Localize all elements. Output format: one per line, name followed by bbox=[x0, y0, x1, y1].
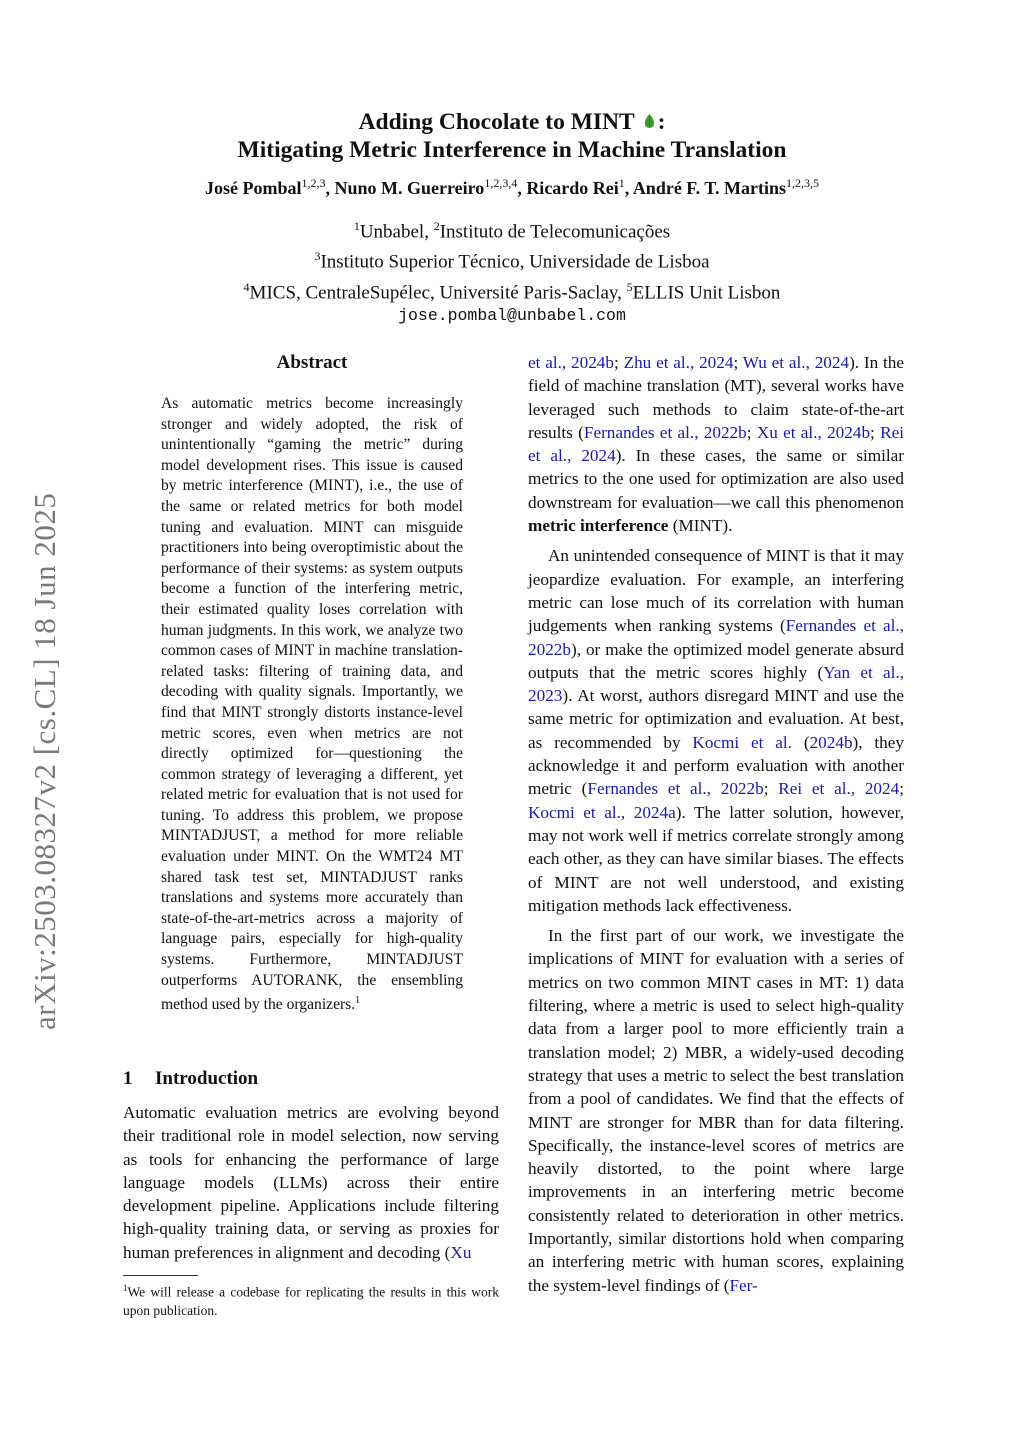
citation-link[interactable]: 2024b bbox=[809, 732, 853, 752]
author-name: Nuno M. Guerreiro bbox=[334, 178, 485, 198]
citation-link[interactable]: Zhu et al., 2024 bbox=[623, 353, 734, 372]
paper-title-line-1 bbox=[0, 108, 1024, 136]
abstract-section bbox=[161, 350, 463, 1016]
author-affil-mark: 1 bbox=[618, 176, 625, 190]
introduction-section bbox=[123, 1066, 499, 1264]
footnote-mark: 1 bbox=[355, 995, 361, 1007]
footnote: $^1$We will release a codebase for replicating the results in this work upon publication. bbox=[123, 1283, 499, 1318]
title-mint-smallcaps: INT bbox=[592, 109, 635, 135]
contact-email: jose.pombal@unbabel.com bbox=[398, 305, 626, 325]
paper-title-line-2: Mitigating Metric Interference in Machine Translation bbox=[237, 137, 787, 163]
author-name: André F. T. Martins bbox=[632, 178, 786, 198]
citation-link[interactable]: Yan et al., 2023 bbox=[528, 662, 904, 706]
author-name: Ricardo Rei bbox=[526, 178, 619, 198]
citation-link[interactable]: Rei et al., 2024 bbox=[778, 779, 900, 799]
author-affil-mark: 1,2,3,5 bbox=[786, 176, 819, 190]
author-affil-mark: 1,2,3,4 bbox=[484, 176, 518, 190]
citation-link[interactable]: Kocmi et al., 2024a bbox=[528, 802, 676, 822]
citation-link[interactable]: Fernandes et al., 2022b bbox=[528, 616, 904, 659]
citation-link[interactable]: Fernandes et al., 2022b bbox=[583, 422, 747, 442]
author-name: José Pombal bbox=[204, 178, 302, 198]
term-bold: metric interference bbox=[528, 516, 669, 536]
abstract-heading: Abstract bbox=[276, 352, 348, 373]
affiliations bbox=[0, 214, 1024, 327]
citation-link[interactable]: et al., 2024b bbox=[528, 353, 614, 372]
citation-link[interactable]: Rei et al., 2024 bbox=[528, 422, 904, 466]
introduction-paragraph: Automatic evaluation metrics are evolving beyond their traditional role in model selection, now serving as tools for enhancing the performance of large language models (LLMs) across their entire development pipeline. Applications include filtering high-quality training data, or serving as proxies for human preferences in alignment and decoding (Xu bbox=[123, 1103, 499, 1262]
citation-link[interactable]: Xu et al., 2024b bbox=[756, 422, 871, 442]
affiliation-line: $^4$MICS, CentraleSupélec, Université Paris-Saclay, $^5$ELLIS Unit Lisbon bbox=[243, 279, 781, 303]
affiliation-line: $^1$Unbabel, $^2$Instituto de Telecomunicações bbox=[353, 219, 671, 243]
title-colon: : bbox=[657, 109, 666, 135]
mint-leaf-icon bbox=[644, 114, 655, 130]
body-paragraph: An unintended consequence of MINT is that it may jeopardize evaluation. For example, an interfering metric can lose much of its correlation with human judgements when ranking systems (Fernandes et al., 2022b), or make the optimized model generate absurd outputs that the metric scores highly (Yan et al., 2023). At worst, authors disregard MINT and use the same metric for optimization and evaluation. At best, as recommended by Kocmi et al. (2024b), they acknowledge it and perform evaluation with another metric (Fernandes et al., 2022b; Rei et al., 2024; Kocmi et al., 2024a). The latter solution, however, may not work well if metrics correlate strongly among each other, as they can have similar biases. The effects of MINT are not well understood, and existing mitigation methods lack effectiveness. bbox=[528, 546, 904, 915]
section-heading: 1 Introduction bbox=[123, 1068, 259, 1089]
footnote-divider bbox=[123, 1275, 198, 1276]
citation-link[interactable]: Xu bbox=[450, 1242, 472, 1262]
right-column bbox=[528, 351, 904, 1297]
citation-link[interactable]: Wu et al., 2024 bbox=[742, 353, 850, 372]
title-prefix: Adding Chocolate to M bbox=[358, 109, 593, 135]
citation-link[interactable]: Kocmi et al. bbox=[692, 732, 792, 752]
body-paragraph: et al., 2024b; Zhu et al., 2024; Wu et al., 2024). In the field of machine translation (MT), several works have leveraged such methods to claim state-of-the-art results (Fernandes et al., 2022b; Xu et al., 2024b; Rei et al., 2024). In these cases, the same or similar metrics to the one used for optimization are also used downstream for evaluation—we call this phenomenon metric interference (MINT). bbox=[528, 353, 905, 536]
abstract-text: As automatic metrics become increasingly stronger and widely adopted, the risk of unintentionally “gaming the metric” during model development rises. This issue is caused by metric interference (MINT), i.e., the use of the same or related metrics for both model tuning and evaluation. MINT can misguide practitioners into being overoptimistic about the performance of their systems: as system outputs become a function of the interfering metric, their estimated quality loses correlation with human judgments. In this work, we analyze two common cases of MINT in machine translation-related tasks: filtering of training data, and decoding with quality signals. Importantly, we find that MINT strongly distorts instance-level metric scores, even when metrics are not directly optimized for—questioning the common strategy of leveraging a different, yet related metric for evaluation that is not used for tuning. To address this problem, we propose MINTADJUST, a method for more reliable evaluation under MINT. On the WMT24 MT shared task test set, MINTADJUST ranks translations and systems more accurately than state-of-the-art-metrics across a majority of language pairs, especially for high-quality systems. Furthermore, MINTADJUST outperforms AUTORANK, the ensembling method used by the organizers.$^1$ bbox=[161, 395, 463, 1014]
arxiv-identifier-stamp: arXiv:2503.08327v2 [cs.CL] 18 Jun 2025 bbox=[27, 492, 62, 1030]
citation-link[interactable]: Fer- bbox=[729, 1275, 758, 1295]
author-affil-mark: 1,2,3 bbox=[301, 176, 326, 190]
citation-link[interactable]: Fernandes et al., 2022b bbox=[587, 779, 764, 799]
affiliation-line: $^3$Instituto Superior Técnico, Universidade de Lisboa bbox=[314, 249, 710, 273]
body-paragraph: In the first part of our work, we investigate the implications of MINT for evaluation with a series of metrics on two common MINT cases in MT: 1) data filtering, where a metric is used to select high-quality data from a larger pool to more efficiently train a translation model; 2) MBR, a widely-used decoding strategy that uses a metric to select the best translation from a pool of candidates. We find that the effects of MINT are stronger for MBR than for data filtering. Specifically, the instance-level scores of metrics are heavily distorted, to the point where large improvements in an interfering metric become consistently related to deterioration in other metrics. Importantly, similar distortions hold when comparing an interfering metric with human scores, explaining the system-level findings of (Fer- bbox=[528, 926, 904, 1295]
title-block bbox=[0, 108, 1024, 327]
author-list: José Pombal$^{1,2,3}$, Nuno M. Guerreiro$^{1,2,3,4}$, Ricardo Rei$^1$, André F. T. Martins$^{1,2,3,5}$ bbox=[204, 176, 819, 198]
